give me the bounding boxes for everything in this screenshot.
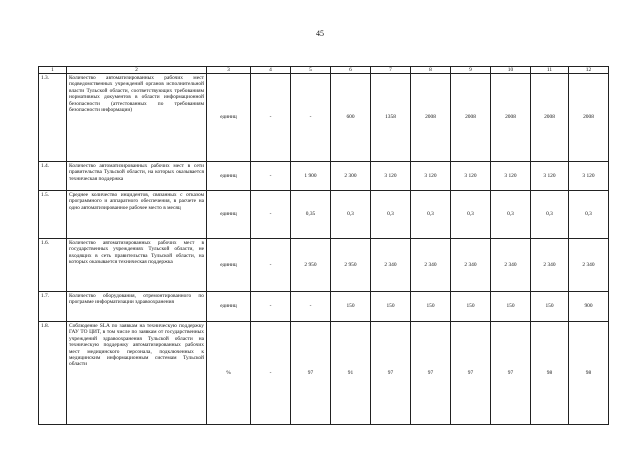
value-cell: 2008 (491, 74, 531, 162)
unit-cell: единиц (207, 191, 251, 239)
value-cell: 2 340 (371, 239, 411, 292)
header-cell: 1 (39, 67, 67, 74)
value-cell: 2008 (451, 74, 491, 162)
value-cell: 2 950 (291, 239, 331, 292)
row-number: 1.5. (39, 191, 67, 239)
value-cell: 2 340 (411, 239, 451, 292)
value-cell: 2 950 (331, 239, 371, 292)
header-row (39, 67, 609, 74)
table-row (39, 322, 609, 425)
header-cell: 12 (569, 67, 609, 74)
indicator-name: Среднее количество инцидентов, связанных с отказом программного и аппаратного обеспечения, в расчете на одно автоматизированное рабочее место в месяц (67, 191, 207, 239)
value-cell: 0,3 (491, 191, 531, 239)
indicator-name: Количество оборудования, отремонтированного по программе информатизации здравоохранения (67, 292, 207, 322)
row-number: 1.4. (39, 162, 67, 191)
header-cell: 6 (331, 67, 371, 74)
value-cell: 3 120 (569, 162, 609, 191)
row-number: 1.3. (39, 74, 67, 162)
value-cell: 2008 (411, 74, 451, 162)
value-cell: - (291, 74, 331, 162)
value-cell: 0,3 (411, 191, 451, 239)
value-cell: - (251, 162, 291, 191)
value-cell: 3 120 (491, 162, 531, 191)
header-cell: 2 (67, 67, 207, 74)
indicator-name: Количество автоматизированных рабочих мест в государственных учреждениях Тульской области, не входящих в сеть правительства Тульской области, на которых оказывается техническая поддержка (67, 239, 207, 292)
value-cell: - (251, 191, 291, 239)
indicator-name: Количество автоматизированных рабочих мест в сети правительства Тульской области, на которых оказывается техническая поддержка (67, 162, 207, 191)
value-cell: - (251, 74, 291, 162)
value-cell: 2008 (569, 74, 609, 162)
value-cell: 1358 (371, 74, 411, 162)
header-cell: 5 (291, 67, 331, 74)
value-cell: 97 (291, 322, 331, 425)
value-cell: 0,3 (331, 191, 371, 239)
value-cell: 3 120 (531, 162, 569, 191)
unit-cell: единиц (207, 239, 251, 292)
value-cell: 2 340 (491, 239, 531, 292)
value-cell: 2 300 (331, 162, 371, 191)
table-row (39, 74, 609, 162)
page-number: 45 (316, 29, 324, 38)
unit-cell: единиц (207, 292, 251, 322)
value-cell: 0,35 (291, 191, 331, 239)
value-cell: 2 340 (531, 239, 569, 292)
value-cell: 150 (531, 292, 569, 322)
table-row (39, 162, 609, 191)
header-cell: 9 (451, 67, 491, 74)
value-cell: 97 (411, 322, 451, 425)
value-cell: - (251, 239, 291, 292)
value-cell: - (251, 292, 291, 322)
row-number: 1.6. (39, 239, 67, 292)
unit-cell: единиц (207, 74, 251, 162)
header-cell: 8 (411, 67, 451, 74)
header-cell: 11 (531, 67, 569, 74)
row-number: 1.8. (39, 322, 67, 425)
indicator-name: Количество автоматизированных рабочих мест подведомственных учреждений органов исполнительной власти Тульской области, соответствующих требованиям нормативных документов в области информационной безопасности (аттестованных по требованиям безопасности информации) (67, 74, 207, 162)
value-cell: 0,3 (531, 191, 569, 239)
value-cell: 3 120 (411, 162, 451, 191)
row-number: 1.7. (39, 292, 67, 322)
value-cell: - (291, 292, 331, 322)
value-cell: 900 (569, 292, 609, 322)
unit-cell: единиц (207, 162, 251, 191)
unit-cell: % (207, 322, 251, 425)
header-cell: 7 (371, 67, 411, 74)
value-cell: 600 (331, 74, 371, 162)
value-cell: 2008 (531, 74, 569, 162)
table-row (39, 191, 609, 239)
value-cell: 97 (491, 322, 531, 425)
value-cell: 150 (411, 292, 451, 322)
value-cell: 0,3 (371, 191, 411, 239)
header-cell: 10 (491, 67, 531, 74)
value-cell: 91 (331, 322, 371, 425)
value-cell: 0,3 (569, 191, 609, 239)
value-cell: - (251, 322, 291, 425)
value-cell: 150 (331, 292, 371, 322)
value-cell: 97 (371, 322, 411, 425)
value-cell: 0,3 (451, 191, 491, 239)
table-row (39, 239, 609, 292)
table-row (39, 292, 609, 322)
value-cell: 3 120 (451, 162, 491, 191)
value-cell: 2 340 (569, 239, 609, 292)
value-cell: 1 900 (291, 162, 331, 191)
header-cell: 4 (251, 67, 291, 74)
value-cell: 150 (451, 292, 491, 322)
header-cell: 3 (207, 67, 251, 74)
value-cell: 98 (531, 322, 569, 425)
value-cell: 97 (451, 322, 491, 425)
value-cell: 3 120 (371, 162, 411, 191)
value-cell: 150 (491, 292, 531, 322)
value-cell: 98 (569, 322, 609, 425)
value-cell: 150 (371, 292, 411, 322)
indicator-name: Соблюдение SLA по заявкам на техническую поддержку ГАУ ТО ЦИТ, в том числе по заявкам от государственных учреждений здравоохранения Тульской области на техническую поддержку автоматизированных рабочих мест медицинского персонала, подключенных к медицинским информационным системам Тульской области (67, 322, 207, 425)
value-cell: 2 340 (451, 239, 491, 292)
indicators-table (38, 66, 609, 425)
